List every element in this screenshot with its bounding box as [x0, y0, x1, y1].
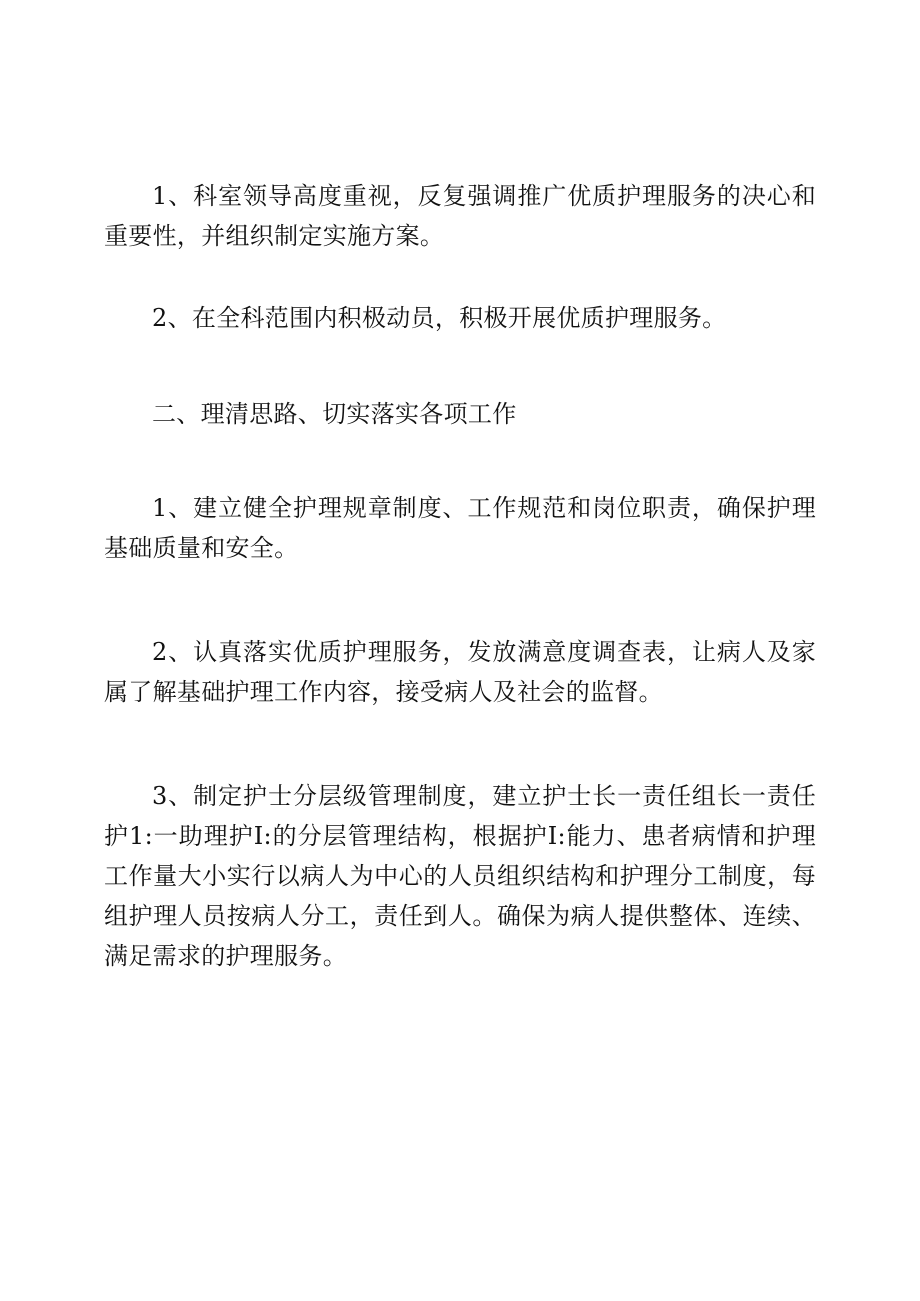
paragraph-tiered-management: 3、制定护士分层级管理制度，建立护士长一责任组长一责任护1:一助理护I:的分层管理结构，根据护I:能力、患者病情和护理工作量大小实行以病人为中心的人员组织结构和护理分工制度，每组护理人员按病人分工，责任到人。确保为病人提供整体、连续、满足需求的护理服务。 — [104, 782, 816, 970]
paragraph-leadership-emphasis: 1、科室领导高度重视，反复强调推广优质护理服务的决心和重要性，并组织制定实施方案。 — [104, 182, 816, 250]
paragraph-department-mobilization: 2、在全科范围内积极动员，积极开展优质护理服务。 — [152, 304, 727, 332]
paragraph-regulations: 1、建立健全护理规章制度、工作规范和岗位职责，确保护理基础质量和安全。 — [104, 494, 816, 562]
section-heading-clarify-approach: 二、理清思路、切实落实各项工作 — [152, 400, 517, 428]
paragraph-quality-service: 2、认真落实优质护理服务，发放满意度调查表，让病人及家属了解基础护理工作内容，接受病人及社会的监督。 — [104, 638, 816, 706]
